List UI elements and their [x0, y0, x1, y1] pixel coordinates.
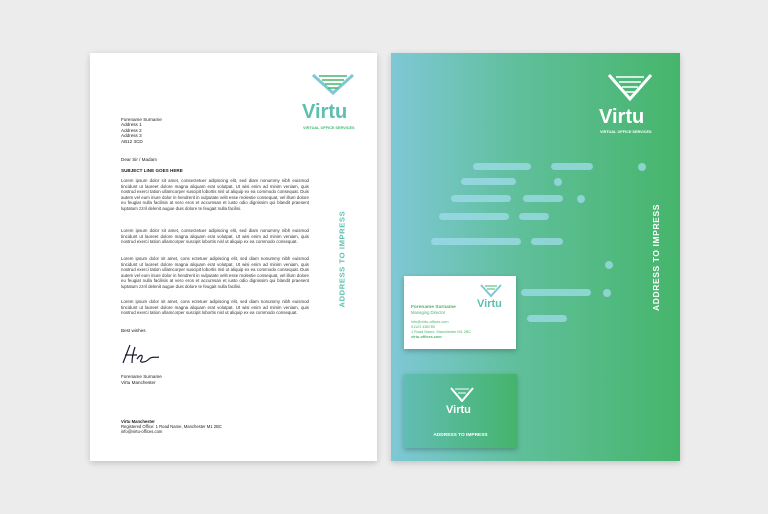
- card-wordmark: Virtu: [477, 298, 502, 310]
- address-line: AB12 3CD: [121, 138, 143, 144]
- signature-name: Forename Surname: [121, 374, 162, 379]
- card-wordmark: Virtu: [446, 404, 471, 416]
- card-role: Managing Director: [411, 310, 446, 315]
- decor-dot: [554, 178, 562, 186]
- body-paragraph: Lorem ipsum dolor sit amet, cons ectetuer adipiscing elit, sed diam nonummy nibh euismod tincidunt ut laoreet dolore magna aliquam erat volutpat. Ut wisi enim ad minim veniam, quis nostrud exerci tation ullamcorper suscipit lobortis nisl ut aliquip ex ea commodo consequat. Duis autem vel eum iriure dolor in hendrerit in vulputate velit esse molestie consequat, vel illum dolore eu feugiat nulla facilisis at vero eros et accumsan et iusto odio dignissim qui blandit praesent luptatum zzril delenit augue duis dolore te feugait nulla facilisi.: [121, 256, 309, 289]
- brand-tagline: VIRTUAL OFFICE SERVICES: [600, 130, 652, 134]
- body-paragraph: Lorem ipsum dolor sit amet, consectetuer adipiscing elit, sed diam nonummy nibh euismod tincidunt ut laoreet dolore magna aliquam erat volutpat. Ut wisi enim ad minim veniam, quis nostrud exerci tation ullamcorper suscipit lobortis nisl ut aliquip ex ea commodo consequat. Duis autem vel eum iriure dolor in hendrerit in vulputate velit esse molestie consequat, vel illum dolore eu feugiat nulla facilisis at vero eros et accumsan et iusto odio dignissim qui blandit praesent luptatum zzril delenit augue duis dolore te feugait nulla facilisi.: [121, 178, 309, 211]
- business-card-back: [404, 374, 517, 448]
- footer-company: Virtu Manchester: [121, 419, 155, 424]
- letter-vertical-slogan: ADDRESS TO IMPRESS: [337, 210, 347, 308]
- brand-tagline: VIRTUAL OFFICE SERVICES: [303, 126, 355, 130]
- subject-line: SUBJECT LINE GOES HERE: [121, 168, 183, 173]
- brand-wordmark: Virtu: [302, 101, 348, 123]
- address-line: Address 3: [121, 133, 142, 139]
- card-email: info@virtu-offices.com: [411, 320, 449, 324]
- decor-dot: [605, 261, 613, 269]
- footer-email: info@virtu-offices.com: [121, 429, 163, 434]
- address-line: Address 2: [121, 127, 142, 133]
- decor-bar: [521, 289, 591, 296]
- card-address: 1 Road Name, Manchester M1 2BC: [411, 330, 472, 334]
- decor-bar: [473, 163, 531, 170]
- cover-vertical-slogan: ADDRESS TO IMPRESS: [651, 204, 661, 311]
- decor-dot: [603, 289, 611, 297]
- virtu-logo-mark-icon: [607, 73, 653, 101]
- card-web: virtu-offices.com: [411, 335, 442, 339]
- business-card-front: [404, 276, 516, 349]
- card-phone: 01123 456789: [411, 325, 436, 329]
- decor-bar: [523, 195, 563, 202]
- decor-dot: [577, 195, 585, 203]
- address-line: Address 1: [121, 122, 142, 128]
- decor-bar: [451, 195, 511, 202]
- recipient-address: [121, 117, 162, 144]
- footer-address: Registered Office: 1 Road Name, Manchester M1 2BC: [121, 424, 222, 429]
- virtu-logo-mark-icon: [311, 73, 355, 95]
- card-name: Forename Surname: [411, 305, 456, 310]
- card-slogan: ADDRESS TO IMPRESS: [433, 433, 488, 438]
- letterhead-sheet: [90, 53, 377, 461]
- salutation: Dear Sir / Madam: [121, 157, 157, 162]
- decor-bar: [461, 178, 516, 185]
- sign-off: Best wishes: [121, 328, 146, 333]
- virtu-logo-mark-icon: [480, 284, 502, 297]
- body-paragraph: Lorem ipsum dolor sit amet, consectetuer adipiscing elit, sed diam nonummy nibh euismod tincidunt ut laoreet dolore magna aliquam erat volutpat. Ut wisi enim ad minim veniam, quis nostrud exerci tation ullamcorper suscipit lobortis nisl ut aliquip ex ea commodo consequat.: [121, 228, 309, 245]
- signature-icon: [119, 343, 161, 367]
- signature-office: Virtu Manchester: [121, 380, 156, 385]
- decor-bar: [439, 213, 509, 220]
- decor-bar: [527, 315, 567, 322]
- decor-bar: [519, 213, 549, 220]
- decor-dot: [638, 163, 646, 171]
- decor-bar: [551, 163, 593, 170]
- brand-wordmark: Virtu: [599, 106, 645, 128]
- virtu-logo-mark-icon: [450, 387, 474, 402]
- address-line: Forename Surname: [121, 117, 162, 122]
- decor-bar: [531, 238, 563, 245]
- body-paragraph: Lorem ipsum dolor sit amet, cons ectetuer adipiscing elit, sed diam nonummy nibh euismod tincidunt ut laoreet dolore magna aliquam erat volutpat. Ut wisi enim ad minim veniam, quis nostrud exerci tation ullamcorper suscipit lobortis nisl ut aliquip ex ea commodo consequat.: [121, 299, 309, 316]
- decor-bar: [431, 238, 521, 245]
